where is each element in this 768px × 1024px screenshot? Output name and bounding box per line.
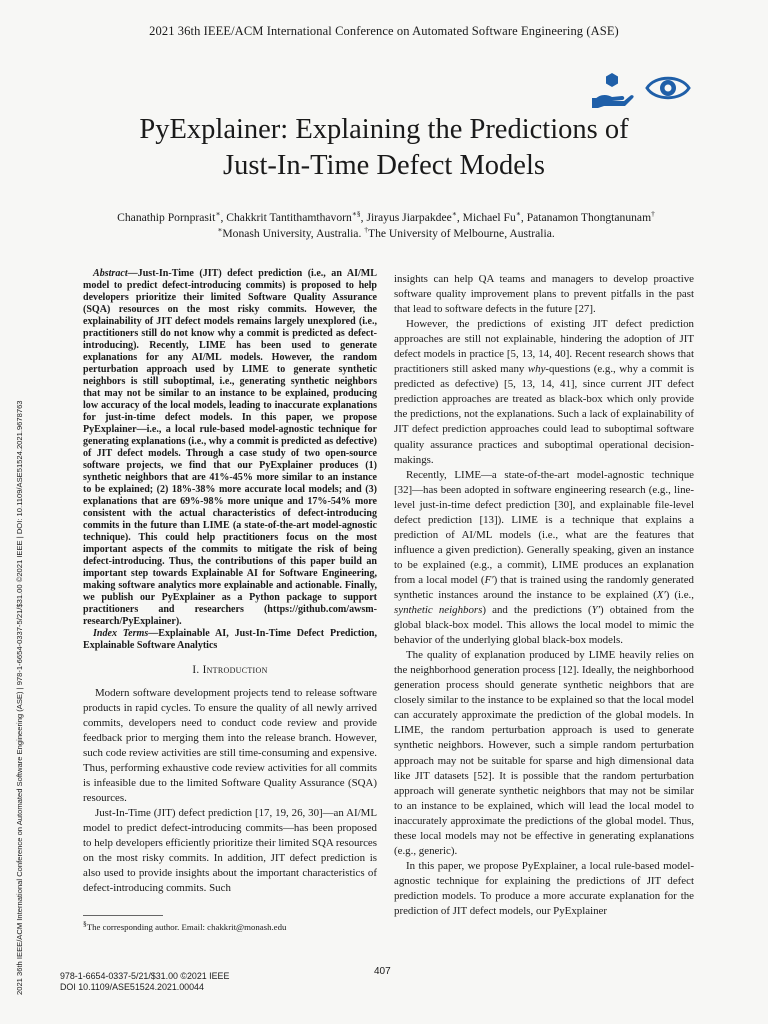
paper-title xyxy=(60,112,708,184)
text-run: ) that is trained using the randomly generated synthetic instances around the instance to be explained ( xyxy=(394,573,694,601)
text-run: Recently, LIME—a state-of-the-art model-agnostic technique [32]—has been adopted in software engineering research (e.g., line-level just-in-time defect prediction [30], and explainable file-level defect prediction [13]). LIME is a technique that explains a prediction of AI/ML models (i.e., what are the features that influence a given prediction). Generally speaking, given an instance to be explained (e.g., a commit), LIME produces an explanation from a local model ( xyxy=(394,468,694,586)
index-terms-text: —Explainable AI, Just-In-Time Defect Prediction, Explainable Software Analytics xyxy=(83,628,378,652)
abstract-text: —Just-In-Time (JIT) defect prediction (i.e., an AI/ML model to predict defect-introducing commits) is proposed to help developers prioritize their limited Software Quality Assurance (SQA) resources on the most risky commits. However, the explainability of JIT defect models remains largely unexplored (i.e., practitioners still do not know why a commit is predicted as defect-introducing). Recently, LIME has been used to generate explanations for any AI/ML models. However, the random perturbation approach used by LIME to generate synthetic neighbors is still suboptimal, i.e., generating synthetic neighbors that may not be similar to an instance to be explained, producing low accuracy of the local models, leading to inaccurate explanations for just-in-time defect models. In this paper, we propose PyExplainer—i.e., a local rule-based model-agnostic technique for generating explanations (i.e., why a commit is predicted as defective) of JIT defect models. Through a case study of two open-source software projects, we find that our PyExplainer produces (1) synthetic neighbors that are 41%-45% more similar to an instance to be explained; (2) 18%-38% more accurate local models; and (3) explanations that are 69%-98% more unique and 17%-54% more consistent with the actual characteristics of defect-introducing commits in the future than LIME (a state-of-the-art model-agnostic technique). This could help practitioners focus on the most important aspects of the commits to mitigate the risk of being defect-introducing. Thus, the contributions of this paper build an important step towards Explainable AI for Software Engineering, making software analytics more explainable and actionable. Finally, we publish our PyExplainer as a Python package to support practitioners and researchers (https://github.com/awsm-research/PyExplainer). xyxy=(83,268,377,628)
footer-doi: DOI 10.1109/ASE51524.2021.00044 xyxy=(60,981,204,992)
emphasis-synthetic-neighbors: synthetic neighbors xyxy=(394,604,483,617)
symbol-f-prime: F′ xyxy=(484,573,494,586)
right-paragraph-3 xyxy=(394,468,694,649)
affiliations xyxy=(56,226,716,242)
author-name: Patanamon Thongtanunam xyxy=(526,211,652,224)
author-block xyxy=(56,210,716,242)
title-line-2: Just-In-Time Defect Models xyxy=(223,150,545,181)
affil-mark: † xyxy=(364,225,368,235)
footnote xyxy=(83,921,377,933)
left-column xyxy=(83,268,377,896)
abstract-label: Abstract xyxy=(93,268,128,279)
author-mark: ∗ xyxy=(515,209,521,219)
index-terms xyxy=(83,628,377,652)
affil-mark: ∗ xyxy=(217,225,223,235)
footer-isbn: 978-1-6654-0337-5/21/$31.00 ©2021 IEEE xyxy=(60,971,230,981)
right-paragraph-1: insights can help QA teams and managers to develop proactive software quality improvement plans to prevent pitfalls in the past that lead to software defects in the future [27]. xyxy=(394,273,694,316)
author-name: Chakkrit Tantithamthavorn xyxy=(226,211,352,224)
side-strip-citation: 2021 36th IEEE/ACM International Conference on Automated Software Engineering (ASE) | 978-1-6654-0337-5/21/$31.00 ©2021 IEEE | DOI: 10.1109/ASE51524.2021.9678763 xyxy=(15,400,24,995)
intro-paragraph-2: Just-In-Time (JIT) defect prediction [17, 19, 26, 30]—an AI/ML model to predict defect-introducing commits—has been proposed to help developers efficiently prioritize their limited SQA resources on the most risky commits. In addition, JIT defect prediction is also used to provide insights about the important characteristics of defect-introducing commits. Such xyxy=(83,806,377,895)
symbol-x-prime: X′ xyxy=(656,588,666,601)
affiliation-2: The University of Melbourne, Australia. xyxy=(368,227,555,240)
title-line-1: PyExplainer: Explaining the Predictions of xyxy=(139,114,629,145)
text-run: ) and the predictions ( xyxy=(482,604,592,617)
author-list: Chanathip Pornprasit∗, Chakkrit Tantithamthavorn∗§, Jirayus Jiarpakdee∗, Michael Fu∗, Patanamon Thongtanunam† xyxy=(117,209,655,224)
symbol-y-prime: Y′ xyxy=(591,604,601,617)
author-mark: ∗ xyxy=(215,209,221,219)
author-name: Jirayus Jiarpakdee xyxy=(366,211,452,224)
eye-icon xyxy=(645,72,691,104)
conference-header: 2021 36th IEEE/ACM International Conference on Automated Software Engineering (ASE) xyxy=(149,24,619,38)
page-number: 407 xyxy=(374,966,391,977)
affiliation-1: Monash University, Australia. xyxy=(222,227,362,240)
footer-identifiers xyxy=(60,971,300,992)
section-number: I. xyxy=(192,663,200,676)
right-paragraph-2 xyxy=(394,317,694,467)
text-run: -questions (e.g., why a commit is predicted as defective) [5, 13, 14, 41], since current JIT defect prediction approaches are treated as black-box which only provide the predictions, not the explanations. Such a lack of explainability of JIT defect prediction approaches could lead to suboptimal software quality assurance practices and suboptimal operational decision-makings. xyxy=(394,363,694,466)
author-name: Michael Fu xyxy=(462,211,516,224)
footnote-text: The corresponding author. Email: chakkrit@monash.edu xyxy=(86,922,287,932)
right-paragraph-5: In this paper, we propose PyExplainer, a local rule-based model-agnostic technique for explaining the predictions of JIT defect prediction models. To produce a more accurate explanation for the prediction of JIT defect models, our PyExplainer xyxy=(394,859,694,917)
author-name: Chanathip Pornprasit xyxy=(117,211,216,224)
index-terms-label: Index Terms xyxy=(93,628,149,640)
text-run: However, the predictions of existing JIT defect prediction approaches are still not explainable, hindering the adoption of JIT defect models in practice [5, 13, 14, 40]. Recent research shows that practitioners still asked many xyxy=(394,318,694,376)
right-column xyxy=(394,272,694,919)
section-title: Introduction xyxy=(202,663,268,676)
intro-paragraph-1: Modern software development projects tend to release software products in rapid cycles. To ensure the quality of all newly arrived commits, developers need to conduct code review and provide feedback prior to merging them into the release branch. However, such code review activities are still time-consuming and expensive. Thus, performing exhaustive code review activities for all commits is infeasible due to the limited Software Quality Assurance (SQA) resources. xyxy=(83,686,377,804)
author-mark: † xyxy=(651,209,655,219)
author-mark: ∗§ xyxy=(351,209,361,219)
emphasis-why: why xyxy=(527,363,546,376)
footnote-mark: § xyxy=(83,919,87,929)
author-mark: ∗ xyxy=(451,209,457,219)
text-run: ) obtained from the global black-box model. This allows the local model to mimic the behavior of the underlying global black-box models. xyxy=(394,604,694,647)
abstract xyxy=(83,268,377,628)
section-heading-introduction xyxy=(83,663,377,678)
right-paragraph-4: The quality of explanation produced by LIME heavily relies on the neighborhood generation process [12]. Ideally, the neighborhood generation process should generate synthetic neighbors that are closely similar to the instance to be explained so that the local model can accurately approximate the prediction of the global models. In LIME, the random perturbation approach is used to generate synthetic neighbors. However, such a simple random perturbation approach may not be suitable for sparse and high dimensional data like JIT datasets [52]. It is possible that the random perturbation approach will generate synthetic neighbors that may not be similar to an instance to be explained, which will lead the local model to inaccurately approximate the predictions of the global model. Thus, these local models may not be effective in generating explanations (e.g., generic). xyxy=(394,649,695,857)
text-run: ) (i.e., xyxy=(665,588,694,601)
